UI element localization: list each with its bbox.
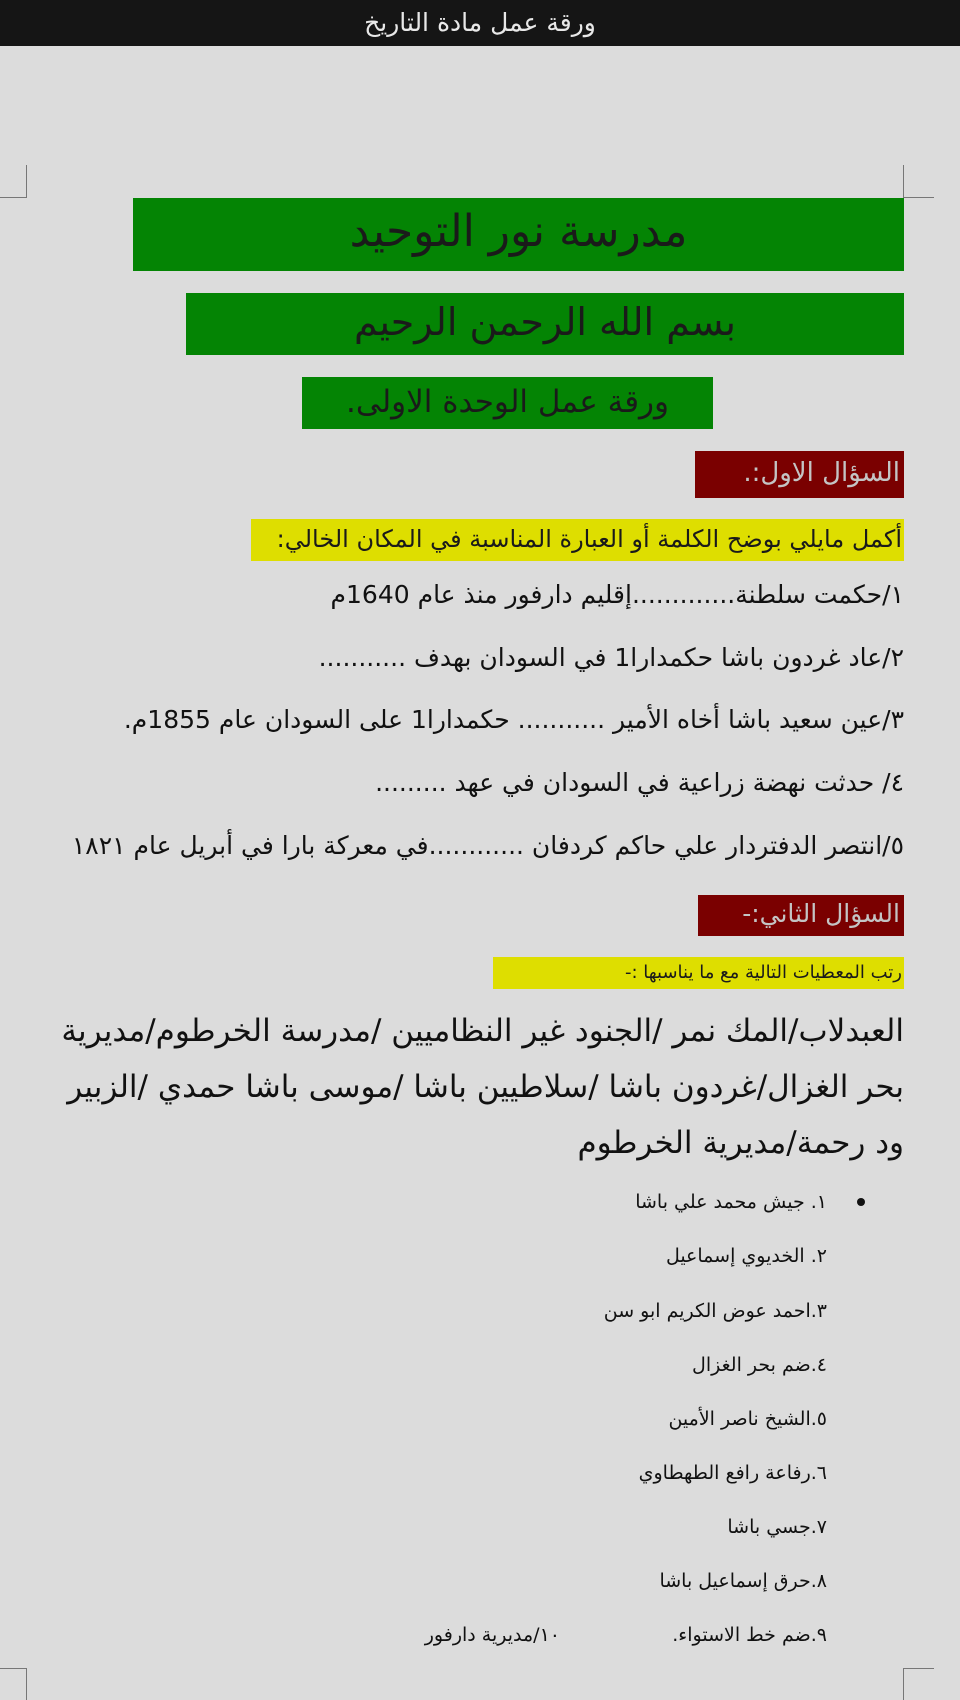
list-item: ٥.الشيخ ناصر الأمين (668, 1408, 827, 1430)
question1-line: ٢/عاد غردون باشا حكمدارا1 في السودان بهدف ........... (318, 643, 904, 672)
page-corner-top-right (903, 165, 934, 198)
basmala: بسم الله الرحمن الرحيم (186, 293, 904, 355)
question1-line: ٥/انتصر الدفتردار علي حاكم كردفان ............في معركة بارا في أبريل عام ١٨٢١ (71, 831, 904, 860)
question1-line: ١/حكمت سلطنة.............إقليم دارفور منذ عام 1640م (330, 580, 904, 609)
list-item: ١. جيش محمد علي باشا (635, 1191, 827, 1213)
list-item: ١٠/مديرية دارفور (424, 1624, 560, 1646)
page-corner-bottom-left (0, 1668, 27, 1700)
bullet-icon (857, 1198, 865, 1206)
terms-paragraph: العبدلاب/المك نمر /الجنود غير النظاميين /مدرسة الخرطوم/مديرية بحر الغزال/غردون باشا /سلاطيين باشا /موسى باشا حمدي /الزبير ود رحمة/مديرية الخرطوم (61, 1013, 904, 1161)
school-name: مدرسة نور التوحيد (133, 198, 904, 271)
list-item: ٨.حرق إسماعيل باشا (659, 1570, 827, 1592)
page-corner-bottom-right (903, 1668, 934, 1700)
question1-line: ٣/عين سعيد باشا أخاه الأمير ........... حكمدارا1 على السودان عام 1855م. (123, 705, 904, 734)
window-title: ورقة عمل مادة التاريخ (0, 0, 960, 46)
question2-title: السؤال الثاني:- (698, 895, 904, 936)
question2-instruction: رتب المعطيات التالية مع ما يناسبها :- (493, 957, 904, 989)
list-item: ٤.ضم بحر الغزال (692, 1354, 827, 1376)
question1-line: ٤/ حدثت نهضة زراعية في السودان في عهد ......... (375, 768, 904, 797)
list-item: ٣.احمد عوض الكريم ابو سن (603, 1300, 827, 1322)
worksheet-title: ورقة عمل الوحدة الاولى. (302, 377, 713, 429)
list-item: ٢. الخديوي إسماعيل (665, 1245, 827, 1267)
list-item: ٦.رفاعة رافع الطهطاوي (638, 1462, 827, 1484)
question1-title: السؤال الاول:. (695, 451, 904, 498)
list-item: ٧.جسي باشا (727, 1516, 827, 1538)
question1-instruction: أكمل مايلي بوضح الكلمة أو العبارة المناسبة في المكان الخالي: (251, 519, 904, 561)
list-item: ٩.ضم خط الاستواء. (672, 1624, 827, 1646)
page-corner-top-left (0, 165, 27, 198)
